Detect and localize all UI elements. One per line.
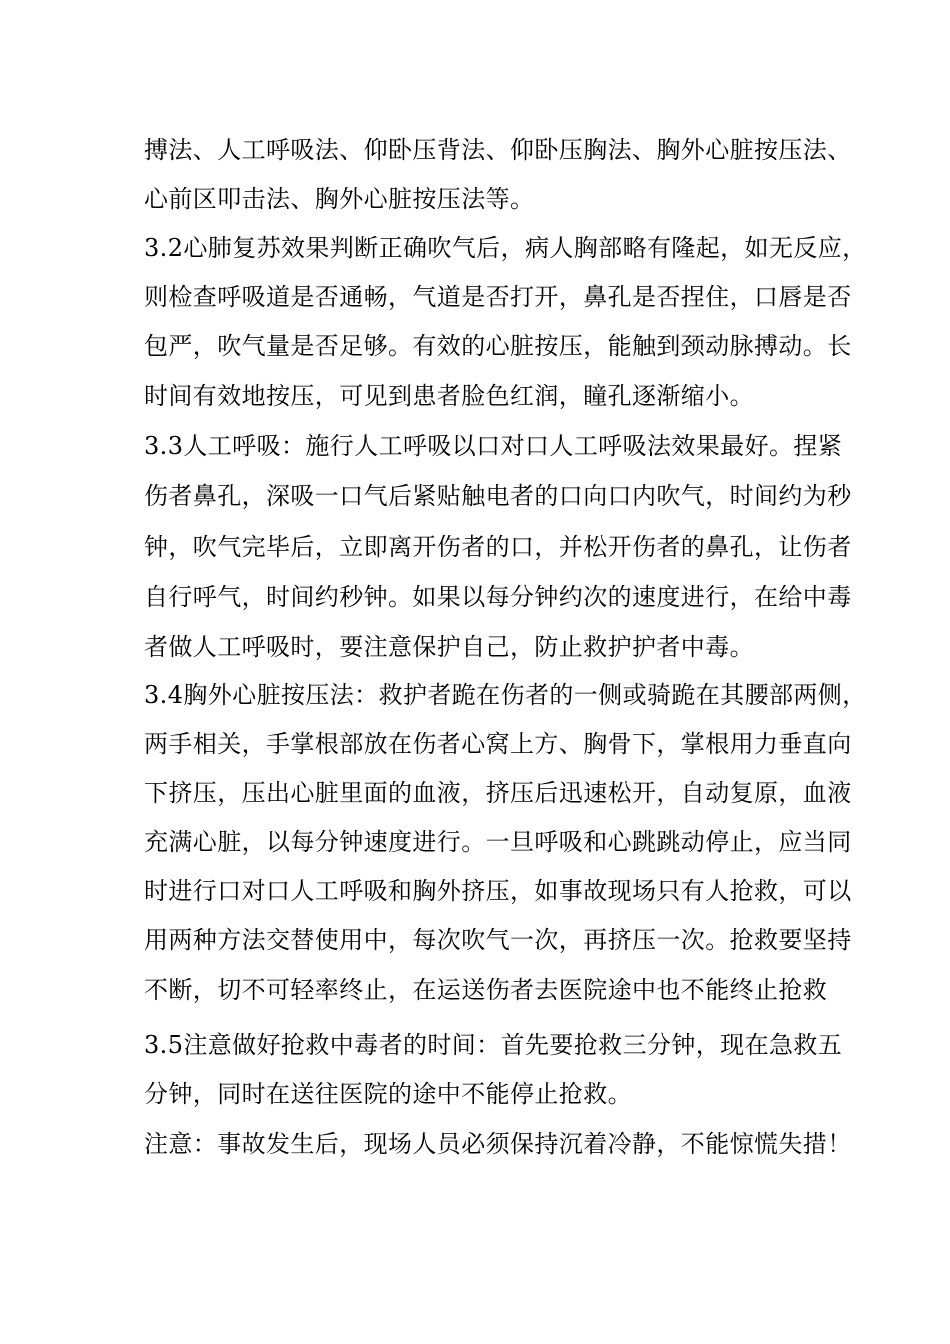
text-line: 时间有效地按压，可见到患者脸色红润，瞳孔逐渐缩小。 — [144, 382, 754, 410]
text-line: 3.2心肺复苏效果判断正确吹气后，病人胸部略有隆起，如无反应， — [144, 234, 867, 262]
text-line: 心前区叩击法、胸外心脏按压法等。 — [144, 185, 535, 213]
text-line: 3.5注意做好抢救中毒者的时间：首先要抢救三分钟，现在急救五 — [144, 1031, 843, 1059]
text-line: 充满心脏，以每分钟速度进行。一旦呼吸和心跳跳动停止，应当同 — [144, 828, 852, 856]
text-line: 3.3人工呼吸：施行人工呼吸以口对口人工呼吸法效果最好。捏紧 — [144, 432, 843, 460]
text-line: 搏法、人工呼吸法、仰卧压背法、仰卧压胸法、胸外心脏按压法、 — [144, 136, 852, 164]
text-line: 者做人工呼吸时，要注意保护自己，防止救护护者中毒。 — [144, 633, 754, 661]
text-line: 钟，吹气完毕后，立即离开伤者的口，并松开伤者的鼻孔，让伤者 — [144, 533, 852, 561]
text-line: 注意：事故发生后，现场人员必须保持沉着冷静，不能惊慌失措！ — [144, 1130, 852, 1158]
text-line: 伤者鼻孔，深吸一口气后紧贴触电者的口向口内吹气，时间约为秒 — [144, 482, 852, 510]
text-line: 分钟，同时在送往医院的途中不能停止抢救。 — [144, 1080, 632, 1108]
text-line: 下挤压，压出心脏里面的血液，挤压后迅速松开，自动复原，血液 — [144, 779, 852, 807]
text-line: 两手相关，手掌根部放在伤者心窝上方、胸骨下，掌根用力垂直向 — [144, 730, 852, 758]
text-line: 时进行口对口人工呼吸和胸外挤压，如事故现场只有人抢救，可以 — [144, 877, 852, 905]
text-line: 包严，吹气量是否足够。有效的心脏按压，能触到颈动脉搏动。长 — [144, 332, 852, 360]
text-line: 用两种方法交替使用中，每次吹气一次，再挤压一次。抢救要坚持 — [144, 926, 852, 954]
text-line: 不断，切不可轻率终止，在运送伤者去医院途中也不能终止抢救 — [144, 976, 828, 1004]
text-line: 自行呼气，时间约秒钟。如果以每分钟约次的速度进行，在给中毒 — [144, 583, 852, 611]
text-line: 则检查呼吸道是否通畅，气道是否打开，鼻孔是否捏住，口唇是否 — [144, 283, 852, 311]
text-line: 3.4胸外心脏按压法：救护者跪在伤者的一侧或骑跪在其腰部两侧， — [144, 681, 867, 709]
